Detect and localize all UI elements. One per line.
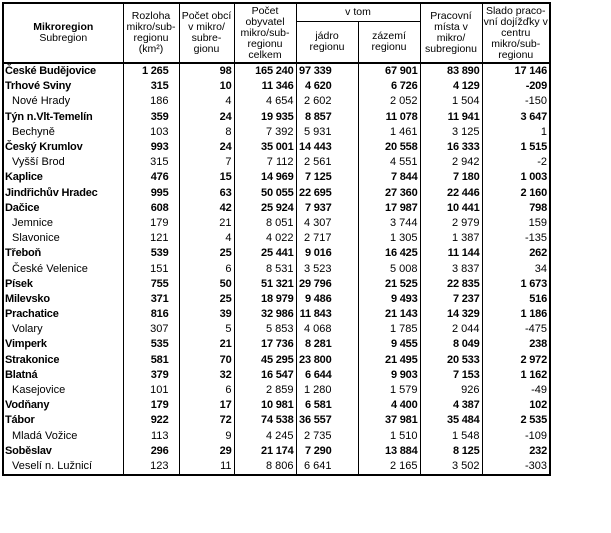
row-name: Kaplice xyxy=(3,170,123,185)
row-municipalities: 6 xyxy=(179,261,234,276)
row-area: 179 xyxy=(123,216,179,231)
row-municipalities: 24 xyxy=(179,110,234,125)
row-core: 7 937 xyxy=(296,201,358,216)
row-population: 25 924 xyxy=(234,201,296,216)
table-row-microregion xyxy=(3,413,550,428)
row-name: Trhové Sviny xyxy=(3,79,123,94)
row-area: 608 xyxy=(123,201,179,216)
row-name: Milevsko xyxy=(3,292,123,307)
row-core: 5 931 xyxy=(296,125,358,140)
table-row-microregion xyxy=(3,353,550,368)
row-municipalities: 32 xyxy=(179,368,234,383)
row-population: 35 001 xyxy=(234,140,296,155)
table-row-microregion xyxy=(3,110,550,125)
row-commute-balance: 2 972 xyxy=(482,353,550,368)
row-name: Písek xyxy=(3,277,123,292)
row-population: 19 935 xyxy=(234,110,296,125)
row-core: 6 644 xyxy=(296,368,358,383)
row-area: 315 xyxy=(123,155,179,170)
row-commute-balance: 2 160 xyxy=(482,186,550,201)
row-name: Dačice xyxy=(3,201,123,216)
row-area: 151 xyxy=(123,261,179,276)
row-jobs: 8 125 xyxy=(420,444,482,459)
row-commute-balance: -303 xyxy=(482,459,550,475)
row-municipalities: 39 xyxy=(179,307,234,322)
row-hinterland: 11 078 xyxy=(358,110,420,125)
row-core: 1 280 xyxy=(296,383,358,398)
row-core: 4 620 xyxy=(296,79,358,94)
row-name: Veselí n. Lužnicí xyxy=(3,459,123,475)
row-core: 97 339 xyxy=(296,63,358,79)
row-hinterland: 2 052 xyxy=(358,94,420,109)
row-core: 2 602 xyxy=(296,94,358,109)
row-hinterland: 4 400 xyxy=(358,398,420,413)
header-region xyxy=(3,3,123,63)
row-name: Jindřichův Hradec xyxy=(3,186,123,201)
header-region-title: Mikroregion xyxy=(33,21,94,33)
row-hinterland: 1 305 xyxy=(358,231,420,246)
table-row-microregion xyxy=(3,186,550,201)
row-commute-balance: -475 xyxy=(482,322,550,337)
row-name: České Budějovice xyxy=(3,63,123,79)
row-jobs: 3 837 xyxy=(420,261,482,276)
row-population: 11 346 xyxy=(234,79,296,94)
row-area: 101 xyxy=(123,383,179,398)
row-area: 315 xyxy=(123,79,179,94)
row-commute-balance: -109 xyxy=(482,429,550,444)
row-jobs: 20 533 xyxy=(420,353,482,368)
table-row-microregion xyxy=(3,368,550,383)
row-core: 2 561 xyxy=(296,155,358,170)
table-header xyxy=(3,3,550,63)
row-jobs: 926 xyxy=(420,383,482,398)
row-hinterland: 13 884 xyxy=(358,444,420,459)
row-area: 993 xyxy=(123,140,179,155)
row-core: 36 557 xyxy=(296,413,358,428)
table-row-subregion xyxy=(3,429,550,444)
table-row-subregion xyxy=(3,322,550,337)
row-municipalities: 98 xyxy=(179,63,234,79)
row-population: 51 321 xyxy=(234,277,296,292)
row-population: 14 969 xyxy=(234,170,296,185)
row-population: 21 174 xyxy=(234,444,296,459)
row-population: 45 295 xyxy=(234,353,296,368)
row-jobs: 22 446 xyxy=(420,186,482,201)
row-municipalities: 25 xyxy=(179,246,234,261)
row-hinterland: 9 903 xyxy=(358,368,420,383)
header-region-subtitle: Subregion xyxy=(39,32,88,44)
row-hinterland: 37 981 xyxy=(358,413,420,428)
row-municipalities: 17 xyxy=(179,398,234,413)
row-commute-balance: 2 535 xyxy=(482,413,550,428)
row-core: 9 016 xyxy=(296,246,358,261)
row-core: 4 068 xyxy=(296,322,358,337)
row-population: 4 245 xyxy=(234,429,296,444)
row-population: 5 853 xyxy=(234,322,296,337)
row-area: 755 xyxy=(123,277,179,292)
row-core: 11 843 xyxy=(296,307,358,322)
row-hinterland: 21 143 xyxy=(358,307,420,322)
row-municipalities: 7 xyxy=(179,155,234,170)
row-area: 535 xyxy=(123,337,179,352)
table-row-subregion xyxy=(3,155,550,170)
row-hinterland: 6 726 xyxy=(358,79,420,94)
row-commute-balance: 232 xyxy=(482,444,550,459)
table-row-microregion xyxy=(3,277,550,292)
row-jobs: 83 890 xyxy=(420,63,482,79)
row-population: 165 240 xyxy=(234,63,296,79)
row-municipalities: 21 xyxy=(179,216,234,231)
row-municipalities: 21 xyxy=(179,337,234,352)
row-jobs: 3 502 xyxy=(420,459,482,475)
row-core: 6 581 xyxy=(296,398,358,413)
row-area: 539 xyxy=(123,246,179,261)
row-commute-balance: 798 xyxy=(482,201,550,216)
row-hinterland: 21 525 xyxy=(358,277,420,292)
row-commute-balance: 262 xyxy=(482,246,550,261)
row-population: 4 654 xyxy=(234,94,296,109)
row-name: Vyšší Brod xyxy=(3,155,123,170)
row-name: Kasejovice xyxy=(3,383,123,398)
row-municipalities: 50 xyxy=(179,277,234,292)
row-population: 7 112 xyxy=(234,155,296,170)
row-name: České Velenice xyxy=(3,261,123,276)
row-core: 9 486 xyxy=(296,292,358,307)
row-hinterland: 4 551 xyxy=(358,155,420,170)
row-commute-balance: -150 xyxy=(482,94,550,109)
table-row-microregion xyxy=(3,246,550,261)
row-hinterland: 1 785 xyxy=(358,322,420,337)
row-commute-balance: 159 xyxy=(482,216,550,231)
row-municipalities: 6 xyxy=(179,383,234,398)
table-row-microregion xyxy=(3,201,550,216)
row-name: Strakonice xyxy=(3,353,123,368)
row-name: Blatná xyxy=(3,368,123,383)
row-name: Týn n.Vlt-Temelín xyxy=(3,110,123,125)
row-hinterland: 1 461 xyxy=(358,125,420,140)
row-jobs: 7 153 xyxy=(420,368,482,383)
row-municipalities: 24 xyxy=(179,140,234,155)
subregion-table xyxy=(2,2,551,476)
row-area: 922 xyxy=(123,413,179,428)
row-commute-balance: -135 xyxy=(482,231,550,246)
row-population: 32 986 xyxy=(234,307,296,322)
row-core: 22 695 xyxy=(296,186,358,201)
row-jobs: 2 044 xyxy=(420,322,482,337)
row-core: 6 641 xyxy=(296,459,358,475)
table-row-subregion xyxy=(3,459,550,475)
row-area: 186 xyxy=(123,94,179,109)
row-jobs: 7 237 xyxy=(420,292,482,307)
row-area: 581 xyxy=(123,353,179,368)
row-core: 4 307 xyxy=(296,216,358,231)
table-body xyxy=(3,63,550,475)
row-municipalities: 11 xyxy=(179,459,234,475)
table-row-microregion xyxy=(3,307,550,322)
header-of-which: v tom xyxy=(296,3,420,22)
header-commute-balance: Slado praco-vní dojížďky v centru mikro/sub-regionu xyxy=(482,3,550,63)
row-municipalities: 29 xyxy=(179,444,234,459)
table-row-subregion xyxy=(3,261,550,276)
row-population: 17 736 xyxy=(234,337,296,352)
row-commute-balance: 1 003 xyxy=(482,170,550,185)
row-jobs: 2 942 xyxy=(420,155,482,170)
row-commute-balance: 516 xyxy=(482,292,550,307)
row-population: 2 859 xyxy=(234,383,296,398)
table-row-microregion xyxy=(3,63,550,79)
row-jobs: 22 835 xyxy=(420,277,482,292)
row-name: Prachatice xyxy=(3,307,123,322)
row-hinterland: 9 455 xyxy=(358,337,420,352)
row-hinterland: 67 901 xyxy=(358,63,420,79)
row-name: Mladá Vožice xyxy=(3,429,123,444)
row-jobs: 2 979 xyxy=(420,216,482,231)
row-core: 8 281 xyxy=(296,337,358,352)
row-core: 7 125 xyxy=(296,170,358,185)
row-jobs: 16 333 xyxy=(420,140,482,155)
row-jobs: 14 329 xyxy=(420,307,482,322)
row-core: 7 290 xyxy=(296,444,358,459)
row-population: 25 441 xyxy=(234,246,296,261)
row-population: 4 022 xyxy=(234,231,296,246)
row-core: 29 796 xyxy=(296,277,358,292)
row-municipalities: 9 xyxy=(179,429,234,444)
row-area: 371 xyxy=(123,292,179,307)
row-municipalities: 63 xyxy=(179,186,234,201)
row-jobs: 11 144 xyxy=(420,246,482,261)
row-area: 179 xyxy=(123,398,179,413)
table-row-microregion xyxy=(3,292,550,307)
table-row-subregion xyxy=(3,383,550,398)
row-population: 74 538 xyxy=(234,413,296,428)
row-name: Bechyně xyxy=(3,125,123,140)
row-area: 103 xyxy=(123,125,179,140)
row-jobs: 10 441 xyxy=(420,201,482,216)
row-name: Tábor xyxy=(3,413,123,428)
row-area: 113 xyxy=(123,429,179,444)
row-hinterland: 3 744 xyxy=(358,216,420,231)
row-jobs: 7 180 xyxy=(420,170,482,185)
row-area: 379 xyxy=(123,368,179,383)
row-commute-balance: 238 xyxy=(482,337,550,352)
row-area: 123 xyxy=(123,459,179,475)
row-commute-balance: 1 515 xyxy=(482,140,550,155)
header-municipalities: Počet obcí v mikro/ subre-gionu xyxy=(179,3,234,63)
row-core: 8 857 xyxy=(296,110,358,125)
row-population: 50 055 xyxy=(234,186,296,201)
row-jobs: 1 387 xyxy=(420,231,482,246)
table-row-subregion xyxy=(3,125,550,140)
row-commute-balance: 1 186 xyxy=(482,307,550,322)
row-municipalities: 4 xyxy=(179,231,234,246)
table-row-subregion xyxy=(3,216,550,231)
row-hinterland: 1 510 xyxy=(358,429,420,444)
row-name: Volary xyxy=(3,322,123,337)
table-row-microregion xyxy=(3,79,550,94)
row-commute-balance: -2 xyxy=(482,155,550,170)
table-row-microregion xyxy=(3,444,550,459)
table-row-microregion xyxy=(3,140,550,155)
row-commute-balance: 34 xyxy=(482,261,550,276)
row-population: 16 547 xyxy=(234,368,296,383)
row-commute-balance: -49 xyxy=(482,383,550,398)
row-core: 23 800 xyxy=(296,353,358,368)
row-hinterland: 27 360 xyxy=(358,186,420,201)
row-name: Slavonice xyxy=(3,231,123,246)
row-commute-balance: 102 xyxy=(482,398,550,413)
row-hinterland: 20 558 xyxy=(358,140,420,155)
row-area: 476 xyxy=(123,170,179,185)
row-municipalities: 15 xyxy=(179,170,234,185)
row-name: Vimperk xyxy=(3,337,123,352)
row-commute-balance: 1 673 xyxy=(482,277,550,292)
table-row-subregion xyxy=(3,231,550,246)
row-name: Jemnice xyxy=(3,216,123,231)
row-jobs: 1 548 xyxy=(420,429,482,444)
row-commute-balance: 3 647 xyxy=(482,110,550,125)
row-hinterland: 7 844 xyxy=(358,170,420,185)
row-jobs: 3 125 xyxy=(420,125,482,140)
row-municipalities: 70 xyxy=(179,353,234,368)
row-jobs: 4 129 xyxy=(420,79,482,94)
row-municipalities: 4 xyxy=(179,94,234,109)
row-jobs: 4 387 xyxy=(420,398,482,413)
row-municipalities: 25 xyxy=(179,292,234,307)
row-municipalities: 5 xyxy=(179,322,234,337)
row-name: Soběslav xyxy=(3,444,123,459)
row-municipalities: 72 xyxy=(179,413,234,428)
row-population: 8 531 xyxy=(234,261,296,276)
row-hinterland: 2 165 xyxy=(358,459,420,475)
table-row-microregion xyxy=(3,398,550,413)
row-core: 14 443 xyxy=(296,140,358,155)
row-name: Třeboň xyxy=(3,246,123,261)
row-jobs: 35 484 xyxy=(420,413,482,428)
row-area: 995 xyxy=(123,186,179,201)
row-area: 296 xyxy=(123,444,179,459)
row-hinterland: 21 495 xyxy=(358,353,420,368)
table-row-subregion xyxy=(3,94,550,109)
row-commute-balance: -209 xyxy=(482,79,550,94)
row-hinterland: 1 579 xyxy=(358,383,420,398)
row-population: 7 392 xyxy=(234,125,296,140)
header-area: Rozloha mikro/sub-regionu (km²) xyxy=(123,3,179,63)
row-commute-balance: 1 162 xyxy=(482,368,550,383)
table-row-microregion xyxy=(3,170,550,185)
row-name: Český Krumlov xyxy=(3,140,123,155)
header-jobs: Pracovní místa v mikro/ subregionu xyxy=(420,3,482,63)
row-municipalities: 10 xyxy=(179,79,234,94)
table-row-microregion xyxy=(3,337,550,352)
row-hinterland: 16 425 xyxy=(358,246,420,261)
row-core: 3 523 xyxy=(296,261,358,276)
row-municipalities: 8 xyxy=(179,125,234,140)
row-core: 2 717 xyxy=(296,231,358,246)
header-hinterland: zázemí regionu xyxy=(358,22,420,64)
row-name: Vodňany xyxy=(3,398,123,413)
row-area: 307 xyxy=(123,322,179,337)
header-core: jádro regionu xyxy=(296,22,358,64)
row-population: 8 051 xyxy=(234,216,296,231)
row-area: 1 265 xyxy=(123,63,179,79)
row-jobs: 11 941 xyxy=(420,110,482,125)
row-area: 816 xyxy=(123,307,179,322)
row-population: 10 981 xyxy=(234,398,296,413)
row-population: 8 806 xyxy=(234,459,296,475)
row-name: Nové Hrady xyxy=(3,94,123,109)
row-hinterland: 9 493 xyxy=(358,292,420,307)
header-population: Počet obyvatel mikro/sub-regionu celkem xyxy=(234,3,296,63)
row-commute-balance: 1 xyxy=(482,125,550,140)
row-area: 121 xyxy=(123,231,179,246)
row-municipalities: 42 xyxy=(179,201,234,216)
row-core: 2 735 xyxy=(296,429,358,444)
row-jobs: 8 049 xyxy=(420,337,482,352)
row-commute-balance: 17 146 xyxy=(482,63,550,79)
row-area: 359 xyxy=(123,110,179,125)
row-hinterland: 5 008 xyxy=(358,261,420,276)
row-population: 18 979 xyxy=(234,292,296,307)
row-jobs: 1 504 xyxy=(420,94,482,109)
row-hinterland: 17 987 xyxy=(358,201,420,216)
